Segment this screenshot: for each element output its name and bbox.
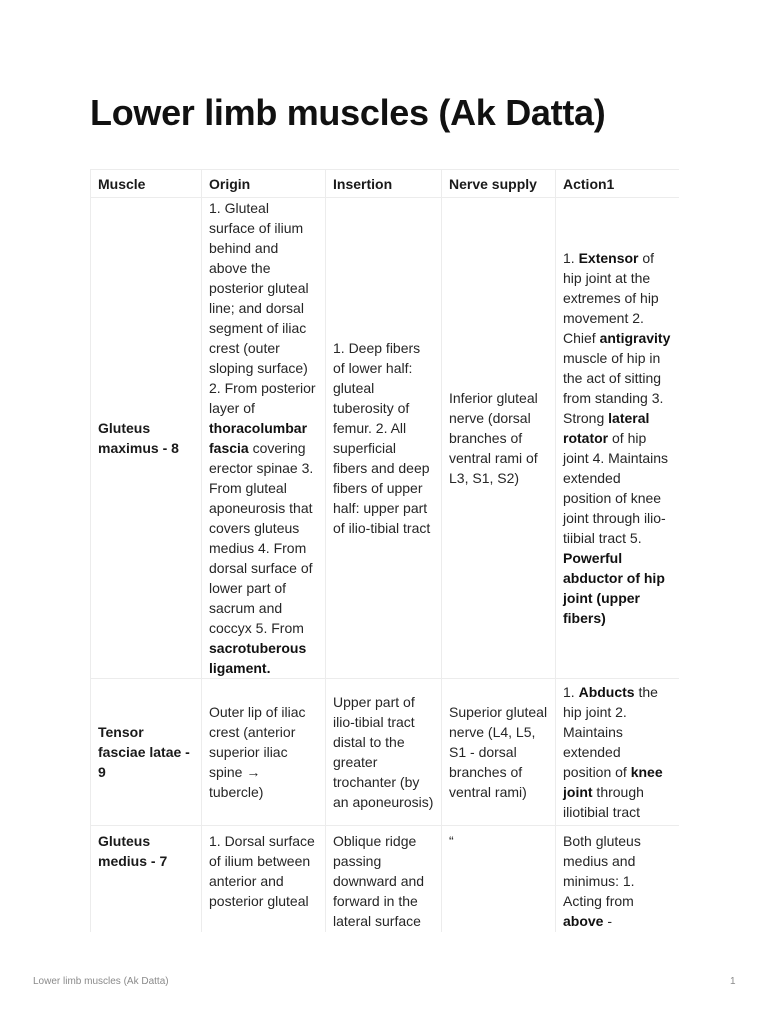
cell-text: of hip joint at the extremes of hip movement 2. Chief <box>563 250 659 346</box>
bold-term: sacrotuberous ligament. <box>209 640 307 676</box>
cell-text: Outer lip of iliac crest (anterior superior iliac spine → tubercle) <box>209 704 306 800</box>
nerve-supply-cell <box>442 679 556 826</box>
cell-text: 1. Dorsal surface of ilium between anterior and posterior gluteal <box>209 833 315 909</box>
action-cell <box>556 679 680 826</box>
cell-text: Inferior gluteal nerve (dorsal branches of ventral rami of L3, S1, S2) <box>449 390 538 486</box>
muscle-table <box>90 169 679 932</box>
cell-text: Upper part of ilio-tibial tract distal to the greater trochanter (by an aponeurosis) <box>333 694 434 810</box>
bold-term: Powerful abductor of hip joint (upper fibers) <box>563 550 665 626</box>
bold-term: antigravity <box>599 330 671 346</box>
cell-text: Oblique ridge passing downward and forward in the lateral surface <box>333 833 425 929</box>
cell-text: the hip joint 2. Maintains extended position of <box>563 684 658 780</box>
header-muscle: Muscle <box>91 170 202 198</box>
action-cell <box>556 198 680 679</box>
bold-term: above <box>563 913 604 929</box>
action-cell <box>556 826 680 933</box>
cell-text: Superior gluteal nerve (L4, L5, S1 - dorsal branches of ventral rami) <box>449 704 548 800</box>
nerve-supply-cell <box>442 826 556 933</box>
cell-text: - <box>603 913 613 929</box>
origin-cell <box>202 826 326 933</box>
muscle-name-cell: Gluteus medius - 7 <box>91 826 202 933</box>
bold-term: Abducts <box>578 684 635 700</box>
cell-text: through iliotibial tract <box>563 784 644 820</box>
cell-text: 1. <box>563 250 579 266</box>
header-nerve-supply: Nerve supply <box>442 170 556 198</box>
insertion-cell <box>326 198 442 679</box>
bold-term: Extensor <box>578 250 639 266</box>
table-header-row <box>91 170 680 198</box>
table-row <box>91 826 680 933</box>
cell-text: “ <box>449 833 454 849</box>
header-insertion: Insertion <box>326 170 442 198</box>
cell-text: muscle of hip in the act of sitting from standing 3. Strong <box>563 350 664 426</box>
bold-term: lateral rotator <box>563 410 650 446</box>
header-action: Action1 <box>556 170 680 198</box>
insertion-cell <box>326 826 442 933</box>
table-row <box>91 679 680 826</box>
nerve-supply-cell <box>442 198 556 679</box>
header-origin: Origin <box>202 170 326 198</box>
origin-cell <box>202 198 326 679</box>
bold-term: thoracolumbar fascia <box>209 420 308 456</box>
cell-text: Both gluteus medius and minimus: 1. Acting from <box>563 833 641 909</box>
table-row <box>91 198 680 679</box>
page-title: Lower limb muscles (Ak Datta) <box>90 92 606 133</box>
cell-text: of hip joint 4. Maintains extended position of knee joint through ilio-tiibial tract 5. <box>563 430 669 546</box>
bold-term: knee joint <box>563 764 663 800</box>
muscle-name-cell: Tensor fasciae latae - 9 <box>91 679 202 826</box>
table-viewport <box>90 169 679 932</box>
muscle-name-cell: Gluteus maximus - 8 <box>91 198 202 679</box>
cell-text: covering erector spinae 3. From gluteal aponeurosis that covers gluteus medius 4. From dorsal surface of lower part of sacrum and coccyx 5. From <box>209 440 314 636</box>
cell-text: 1. Gluteal surface of ilium behind and above the posterior gluteal line; and dorsal segment of iliac crest (outer sloping surface) 2. From posterior layer of <box>209 200 316 416</box>
page-number: 1 <box>730 976 736 987</box>
origin-cell <box>202 679 326 826</box>
cell-text: 1. <box>563 684 579 700</box>
insertion-cell <box>326 679 442 826</box>
cell-text: 1. Deep fibers of lower half: gluteal tuberosity of femur. 2. All superficial fibers and deep fibers of upper half: upper part of ilio-tibial tract <box>333 340 431 536</box>
footer-document-title: Lower limb muscles (Ak Datta) <box>33 976 169 987</box>
